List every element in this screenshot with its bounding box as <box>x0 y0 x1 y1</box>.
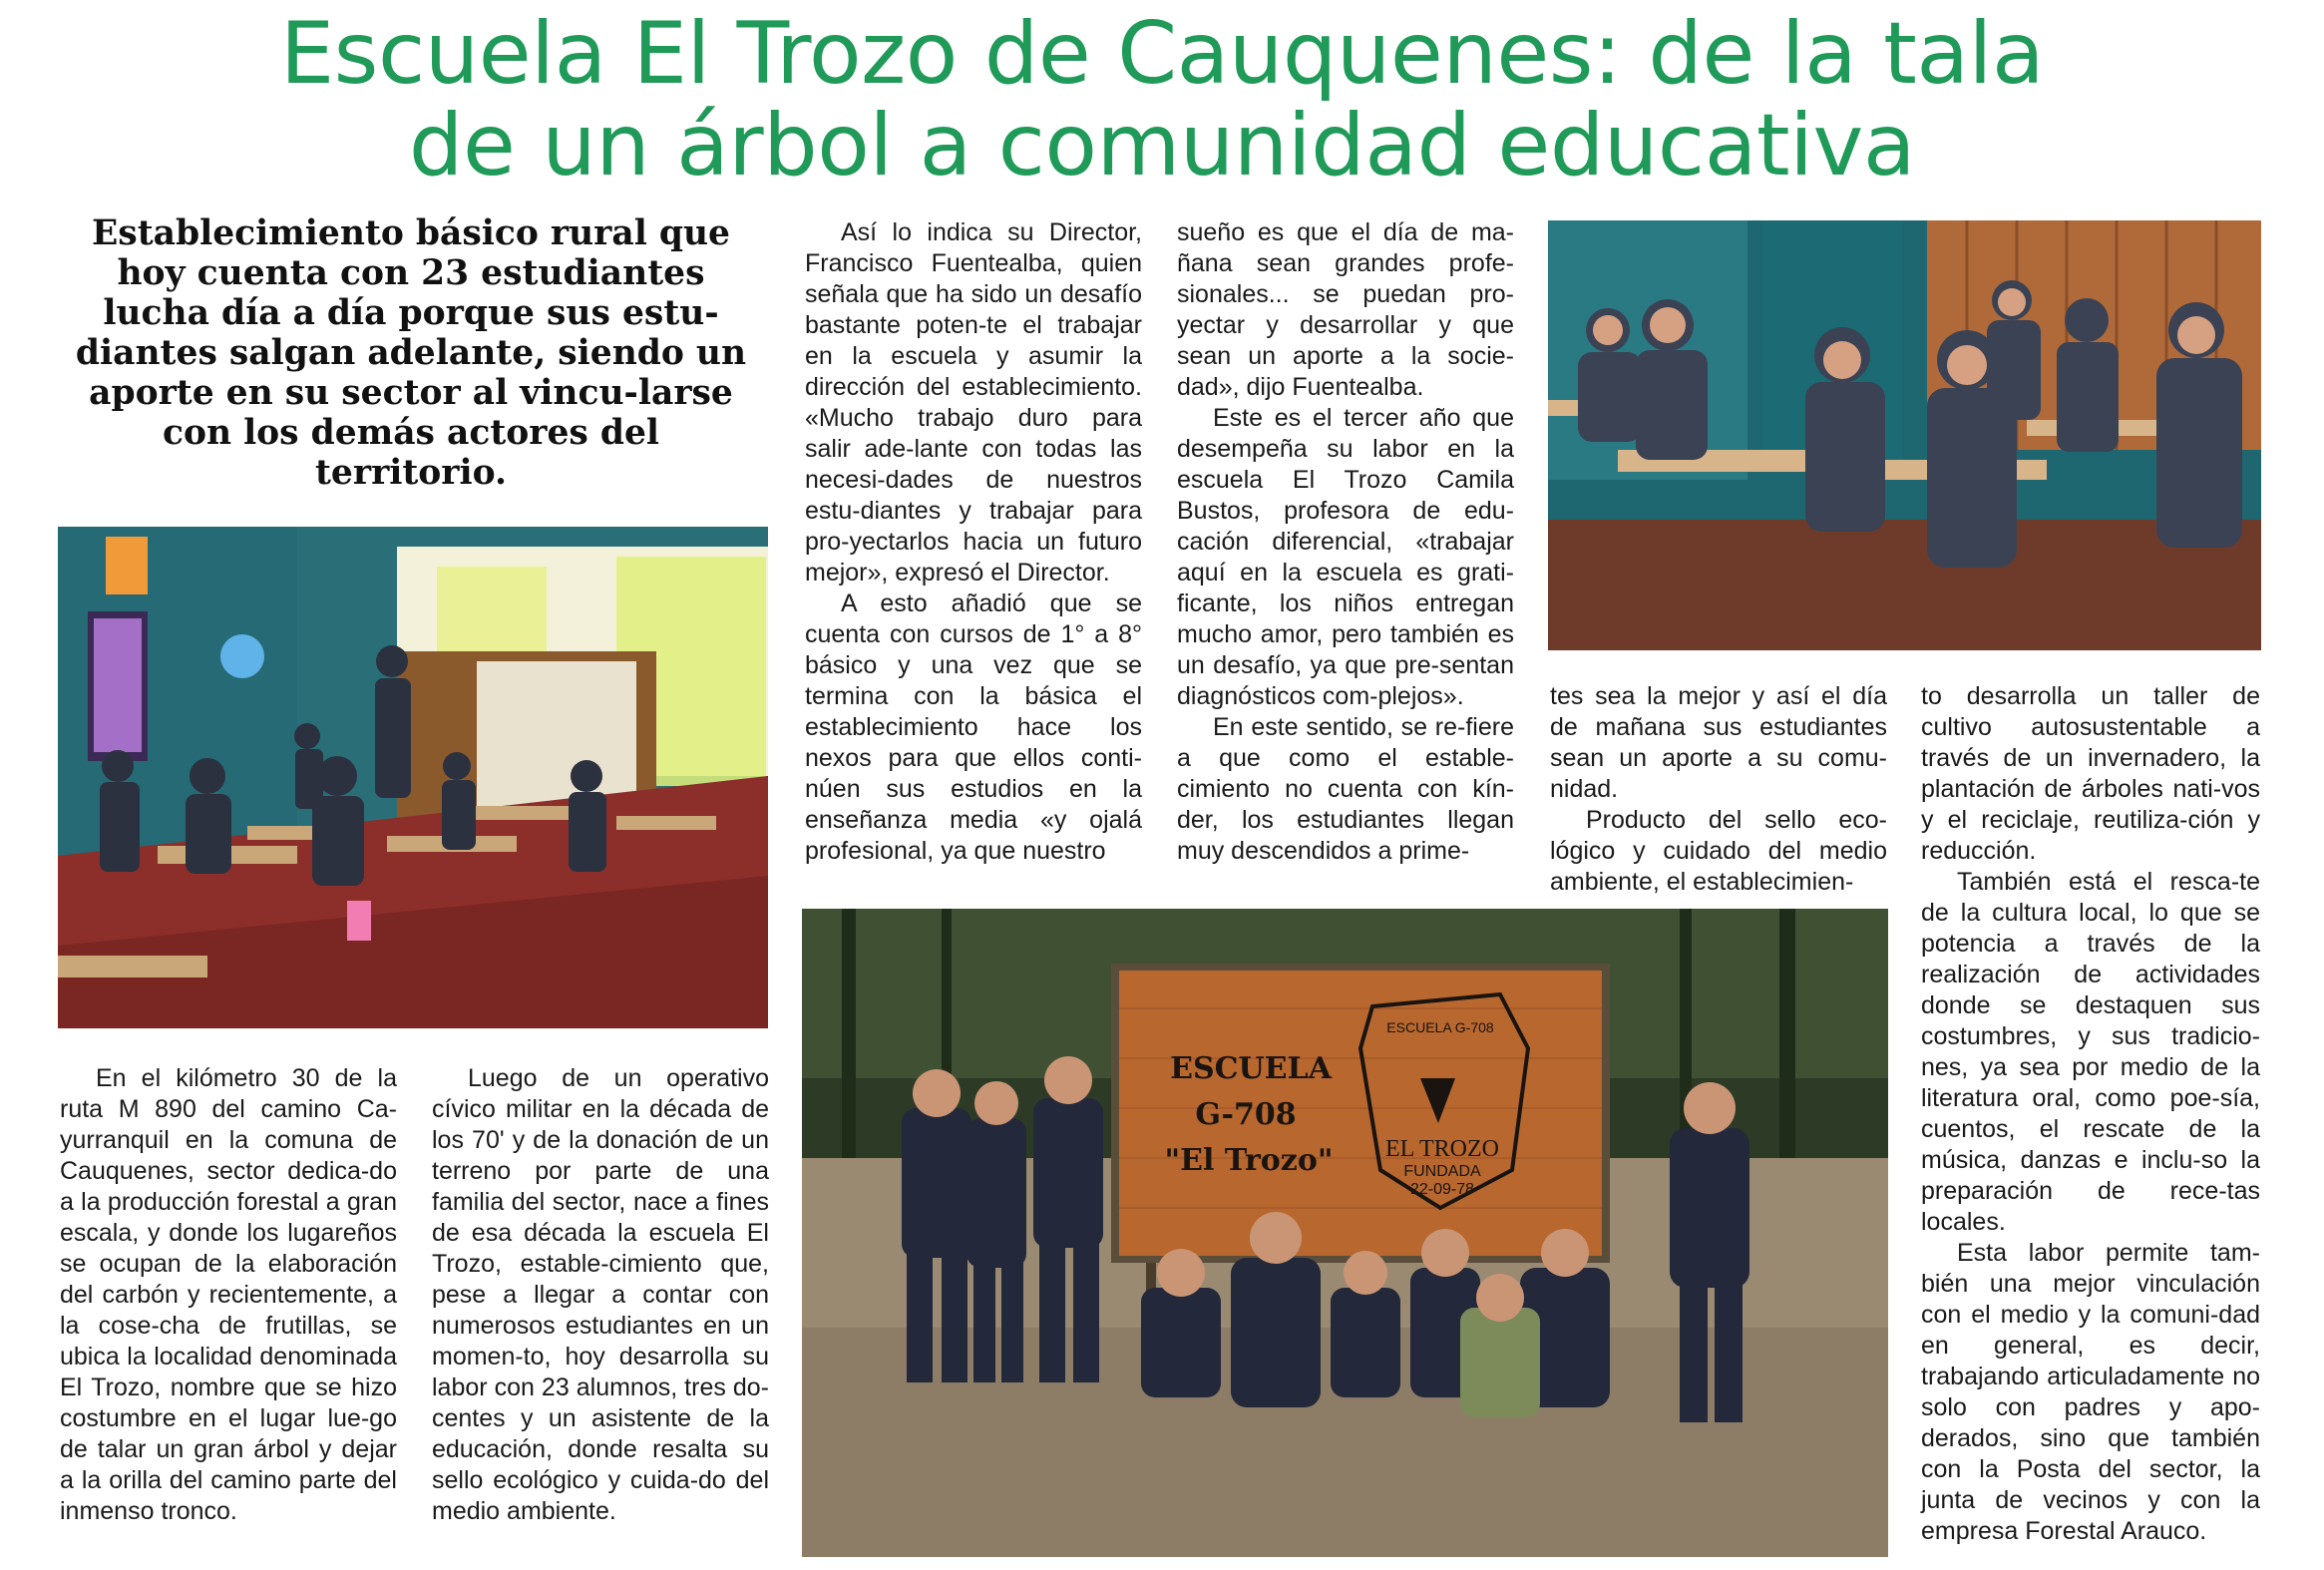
paragraph: Luego de un operativo cívico militar en la década de los 70' y de la donación de un terreno por parte de una familia del sector, nace a fines de esa década la escuela El Trozo, estable-cimiento que, pese a llegar a contar con numerosos estudiantes en un momen-to, hoy desarrolla su labor con 23 alumnos, tres do-centes y un asistente de la educación, donde resalta su sello ecológico y cuida-do del medio ambiente. <box>432 1064 769 1525</box>
paragraph: Esta labor permite tam-bién una mejor vinculación con el medio y la comuni-dad en general, es decir, trabajando articuladamente no solo con padres y apo-derados, sino que también con la Posta del sector, la junta de vecinos y con la empresa Forestal Arauco. <box>1921 1239 2260 1545</box>
classroom-photo-left <box>58 527 768 1028</box>
svg-text:FUNDADA: FUNDADA <box>1403 1163 1481 1180</box>
sign-text-code: G-708 <box>1195 1097 1297 1132</box>
svg-text:22-09-78: 22-09-78 <box>1409 1181 1475 1198</box>
paragraph: En este sentido, se re-fiere a que como el estable-cimiento no cuenta con kín-der, los estudiantes llegan muy descendidos a prime- <box>1177 713 1514 865</box>
column-c <box>805 217 1142 867</box>
paragraph: Producto del sello eco-lógico y cuidado del medio ambiente, el establecimien- <box>1550 806 1887 896</box>
paragraph: to desarrolla un taller de cultivo autosustentable a través de un invernadero, la plantación de árboles nati-vos y el reciclaje, reutiliza-ción y reducción. <box>1921 682 2260 865</box>
students-sign-photo <box>802 909 1888 1557</box>
column-b <box>432 1063 769 1527</box>
article-deck: Establecimiento básico rural que hoy cuenta con 23 estudiantes lucha día a día porque sus estu-diantes salgan adelante, siendo un aporte en su sector al vincu-larse con los demás actores del territorio. <box>75 213 747 493</box>
paragraph: También está el resca-te de la cultura local, lo que se potencia a través de la realización de actividades donde se destaquen sus costumbres, y sus tradicio-nes, ya sea por medio de la literatura oral, como poe-sía, cuentos, el rescate de la música, danzas e inclu-so la preparación de rece-tas locales. <box>1921 868 2260 1236</box>
column-e <box>1550 681 1887 898</box>
paragraph: sueño es que el día de ma-ñana sean grandes profe-sionales... se puedan pro-yectar y desarrollar y que sean un aporte a la socie-dad», dijo Fuentealba. <box>1177 218 1514 401</box>
paragraph: En el kilómetro 30 de la ruta M 890 del camino Ca-yurranquil en la comuna de Cauquenes, sector dedica-do a la producción forestal a gran escala, y donde los lugareños se ocupan de la elaboración del carbón y recientemente, a la cose-cha de frutillas, se ubica la localidad denominada El Trozo, nombre que se hizo costumbre en el lugar lue-go de talar un gran árbol y dejar a la orilla del camino parte del inmenso tronco. <box>60 1064 397 1525</box>
svg-text:ESCUELA G-708: ESCUELA G-708 <box>1386 1019 1494 1035</box>
headline-line-1: Escuela El Trozo de Cauquenes: de la tala <box>279 4 2045 104</box>
paragraph: tes sea la mejor y así el día de mañana sus estudiantes sean un aporte a su comu-nidad. <box>1550 682 1887 803</box>
paragraph: A esto añadió que se cuenta con cursos de 1° a 8° básico y una vez que se termina con la básica el establecimiento hace los nexos para que ellos conti-núen sus estudios en la enseñanza media «y ojalá profesional, ya que nuestro <box>805 589 1142 865</box>
svg-text:EL TROZO: EL TROZO <box>1385 1136 1499 1162</box>
headline-line-2: de un árbol a comunidad educativa <box>408 96 1916 196</box>
sign-text-name: "El Trozo" <box>1164 1143 1334 1178</box>
column-f <box>1921 681 2260 1547</box>
column-d <box>1177 217 1514 867</box>
sign-text-escuela: ESCUELA <box>1170 1051 1332 1086</box>
paragraph: Este es el tercer año que desempeña su labor en la escuela El Trozo Camila Bustos, profesora de edu-cación diferencial, «trabajar aquí en la escuela es grati-ficante, los niños entregan mucho amor, pero también es un desafío, ya que pre-sentan diagnósticos com-plejos». <box>1177 404 1514 710</box>
column-a <box>60 1063 397 1527</box>
paragraph: Así lo indica su Director, Francisco Fuentealba, quien señala que ha sido un desafío bastante poten-te el trabajar en la escuela y asumir la dirección del establecimiento. «Mucho trabajo duro para salir ade-lante con todas las necesi-dades de nuestros estu-diantes y trabajar para pro-yectarlos hacia un futuro mejor», expresó el Director. <box>805 218 1142 587</box>
classroom-photo-right <box>1548 220 2261 650</box>
